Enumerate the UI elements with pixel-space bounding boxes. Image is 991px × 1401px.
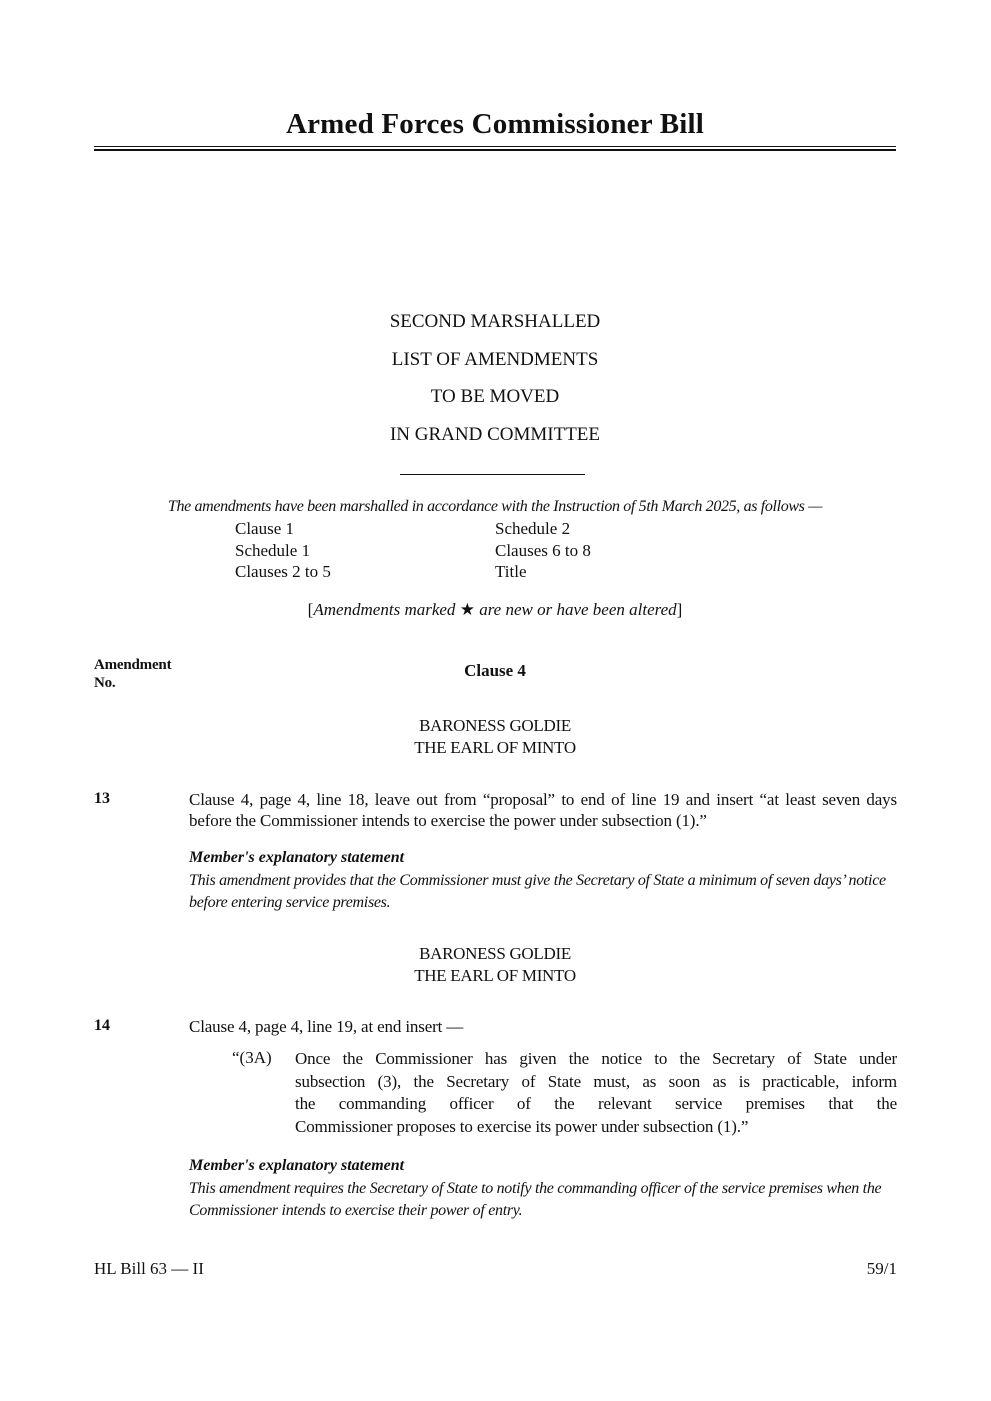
order-item: Schedule 2: [495, 519, 571, 538]
amendment-number: 14: [94, 1017, 110, 1034]
order-list-right: [495, 518, 591, 583]
heading-line: TO BE MOVED: [430, 386, 560, 407]
inserted-subsection-label: “(3A): [232, 1048, 272, 1067]
sponsor-name: THE EARL OF MINTO: [414, 738, 576, 757]
title-rule-thick: [94, 149, 896, 151]
section-divider: [400, 474, 585, 475]
amendment-text: Clause 4, page 4, line 18, leave out from “proposal” to end of line 19 and insert “at least seven days before the Commissioner intends to exercise the power under subsection (1).”: [189, 790, 897, 830]
amendment-sponsors: [94, 715, 896, 759]
heading-line: SECOND MARSHALLED: [389, 311, 601, 332]
amendment-sponsors: [94, 943, 896, 987]
star-icon: ★: [459, 600, 475, 619]
order-item: Clauses 2 to 5: [235, 562, 331, 581]
order-item: Title: [495, 562, 527, 581]
heading-line: LIST OF AMENDMENTS: [391, 348, 599, 370]
list-heading: [94, 303, 896, 453]
amendment-number: 13: [94, 790, 110, 807]
sponsor-name: THE EARL OF MINTO: [414, 966, 576, 985]
document-title: Armed Forces Commissioner Bill: [285, 108, 705, 140]
explanatory-statement-heading: Member's explanatory statement: [189, 849, 405, 866]
explanatory-statement-text: This amendment requires the Secretary of State to notify the commanding officer of the service premises when the Commissioner intends to exercise their power of entry.: [189, 1180, 882, 1219]
amendment-text: Clause 4, page 4, line 19, at end insert —: [189, 1017, 464, 1036]
title-rule-thin: [94, 146, 896, 147]
order-list-left: [235, 518, 331, 583]
bill-reference: HL Bill 63 — II: [94, 1259, 204, 1278]
page-reference: 59/1: [866, 1259, 897, 1278]
amendments-note: [Amendments marked ★ are new or have been altered]: [307, 600, 683, 619]
order-item: Clause 1: [235, 519, 295, 538]
sponsor-name: BARONESS GOLDIE: [419, 716, 571, 735]
explanatory-statement-text: This amendment provides that the Commissioner must give the Secretary of State a minimum of seven days’ notice before entering service premises.: [189, 872, 886, 911]
order-item: Schedule 1: [235, 540, 311, 560]
heading-line: IN GRAND COMMITTEE: [389, 423, 601, 445]
marshalling-instruction: The amendments have been marshalled in accordance with the Instruction of 5th March 2025, as follows —: [167, 498, 823, 515]
explanatory-statement-heading: Member's explanatory statement: [189, 1157, 405, 1174]
sponsor-name: BARONESS GOLDIE: [419, 944, 571, 963]
amendment-number-column-label: Amendment No.: [94, 657, 172, 691]
inserted-subsection-text: Once the Commissioner has given the notice to the Secretary of State under subsection (3), the Secretary of State must, as soon as is practicable, inform the commanding officer of the relevant service premises that the Commissioner proposes to exercise its power under subsection (1).”: [295, 1049, 897, 1136]
clause-heading: Clause 4: [464, 661, 526, 680]
order-item: Clauses 6 to 8: [495, 540, 591, 560]
